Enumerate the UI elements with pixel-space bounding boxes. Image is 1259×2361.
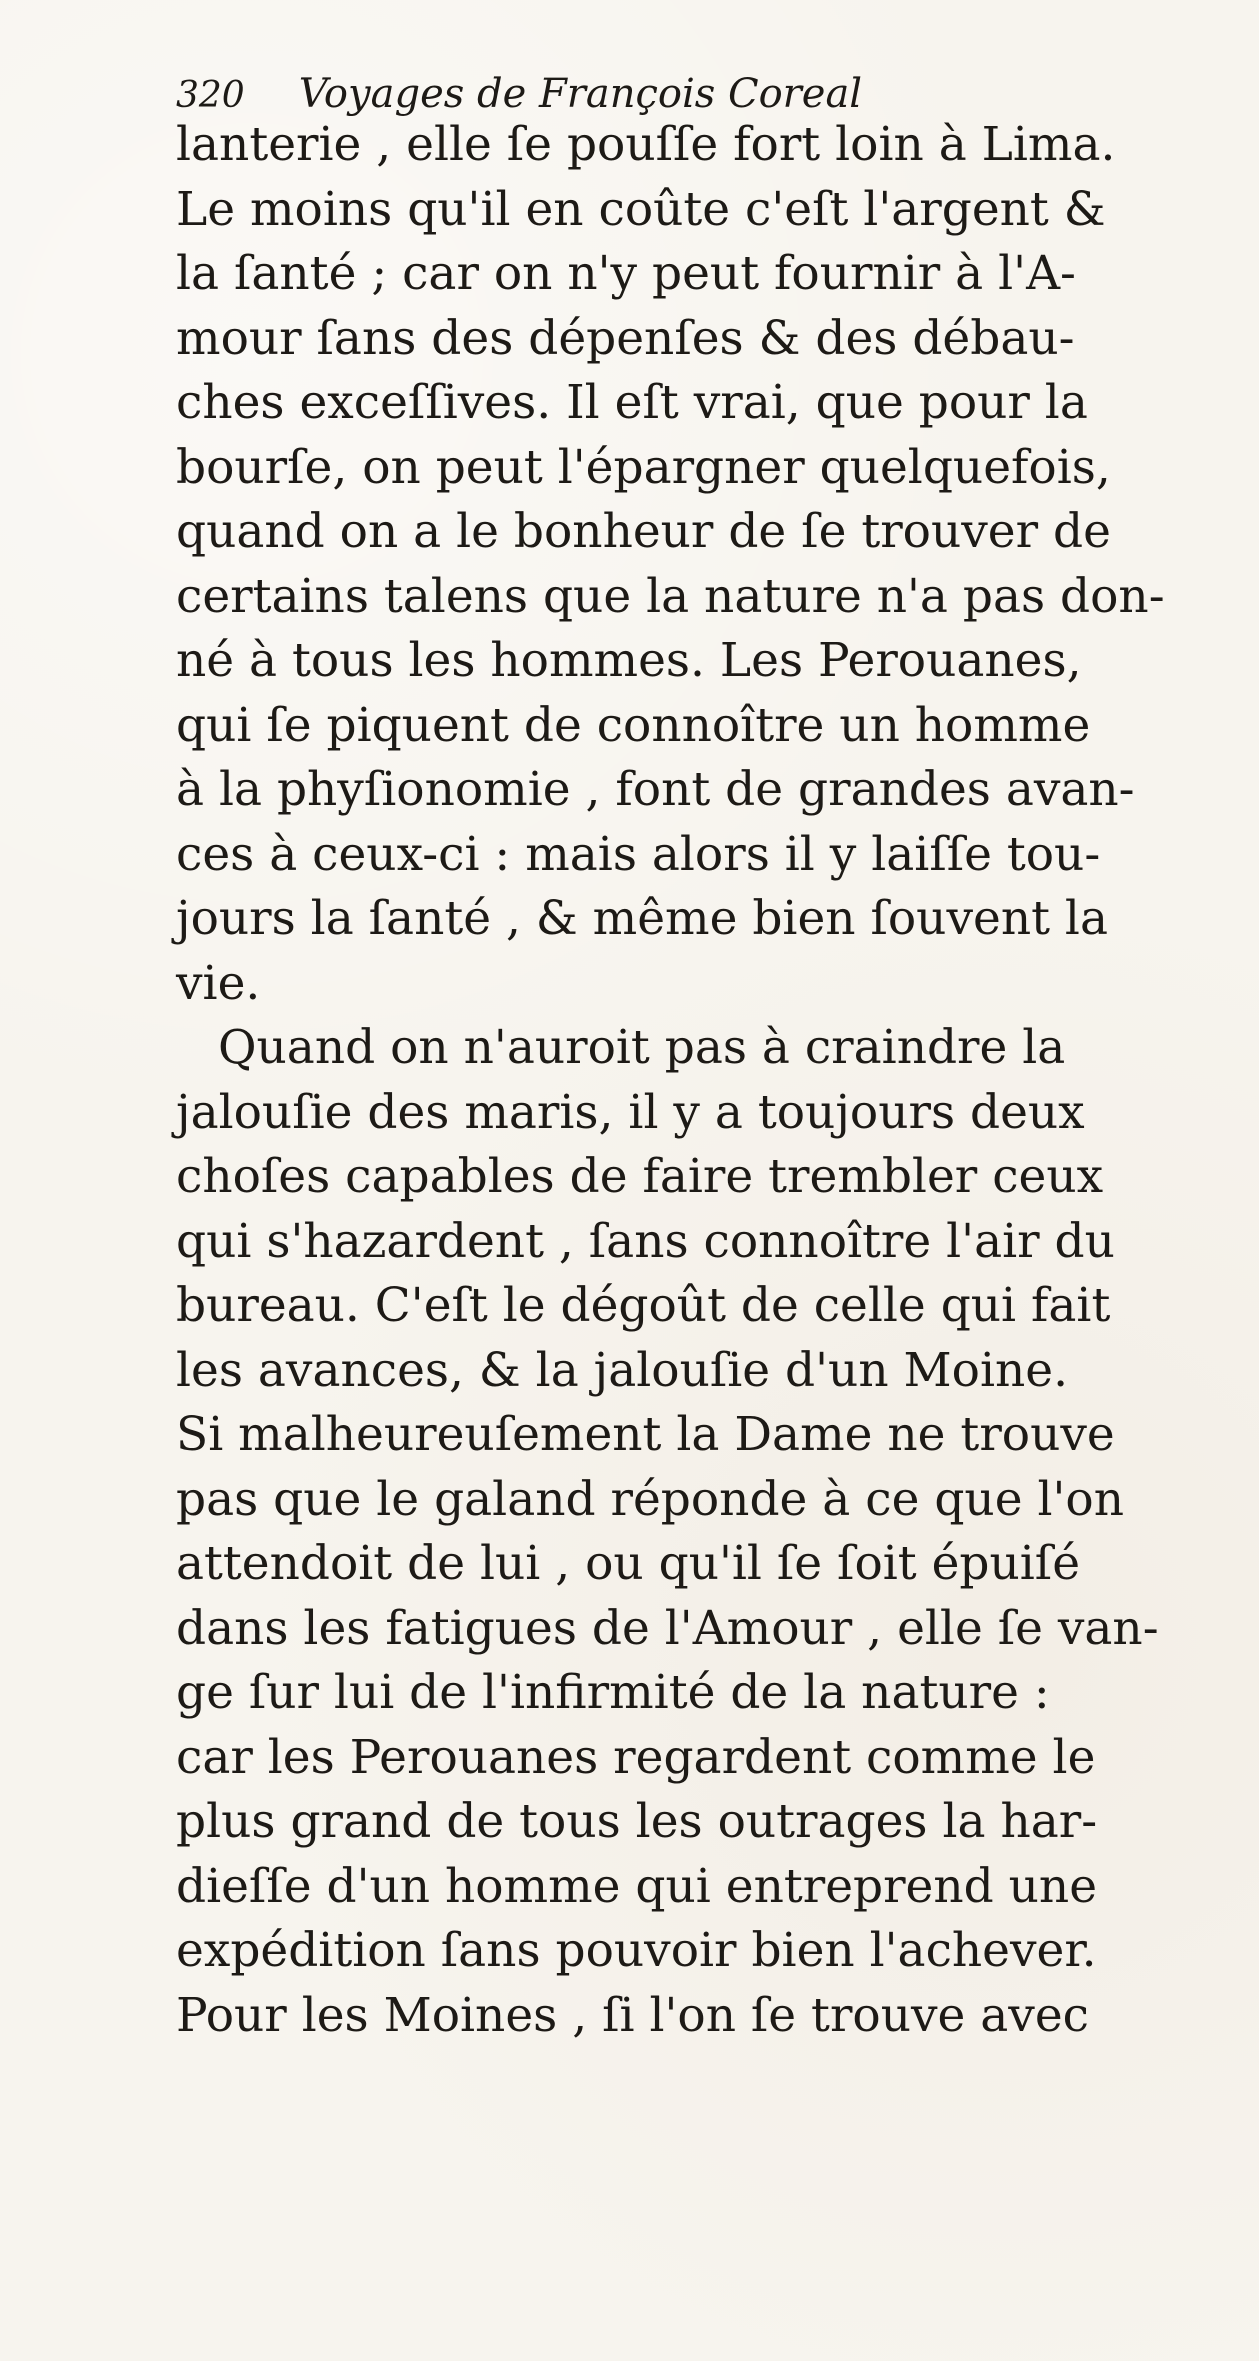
text-line: plus grand de tous les outrages la har- <box>176 1794 1098 1849</box>
text-line: lanterie , elle ſe pouſſe fort loin à Lima. <box>176 117 1116 172</box>
text-line: bourſe, on peut l'épargner quelquefois, <box>176 439 1111 495</box>
text-line: ches exceſſives. Il eſt vrai, que pour la <box>176 375 1088 430</box>
text-line: ces à ceux-ci : mais alors il y laiſſe tou- <box>176 826 1101 882</box>
text-line: Pour les Moines , ſi l'on ſe trouve avec <box>176 1987 1089 2043</box>
text-line: dieſſe d'un homme qui entreprend une <box>176 1858 1098 1914</box>
text-line: choſes capables de faire trembler ceux <box>176 1149 1104 1204</box>
running-title: Voyages de François Coreal <box>298 71 863 117</box>
text-line: Le moins qu'il en coûte c'eſt l'argent & <box>176 181 1106 237</box>
text-line: pas que le galand réponde à ce que l'on <box>176 1471 1124 1527</box>
page-number: 320 <box>176 75 245 116</box>
text-line: vie. <box>176 955 261 1011</box>
text-line: ge ſur lui de l'infirmité de la nature : <box>176 1665 1050 1720</box>
text-line: car les Perouanes regardent comme le <box>176 1729 1096 1785</box>
text-line: bureau. C'eſt le dégoût de celle qui fait <box>176 1278 1111 1333</box>
text-line: jalouſie des maris, il y a toujours deux <box>176 1084 1085 1140</box>
text-line: dans les fatigues de l'Amour , elle ſe van- <box>176 1600 1159 1656</box>
text-line: certains talens que la nature n'a pas don- <box>176 568 1165 624</box>
text-line: expédition ſans pouvoir bien l'achever. <box>176 1923 1097 1978</box>
text-line: la ſanté ; car on n'y peut fournir à l'A- <box>176 246 1076 301</box>
text-line: quand on a le bonheur de ſe trouver de <box>176 504 1111 559</box>
text-line: qui s'hazardent , ſans connoître l'air du <box>176 1213 1115 1269</box>
text-line: attendoit de lui , ou qu'il ſe ſoit épuiſé <box>176 1536 1081 1591</box>
text-line: mour ſans des dépenſes & des débau- <box>176 310 1075 366</box>
text-line: né à tous les hommes. Les Perouanes, <box>176 633 1082 688</box>
text-line: à la phyſionomie , font de grandes avan- <box>176 762 1135 817</box>
text-line: Si malheureuſement la Dame ne trouve <box>176 1407 1115 1462</box>
text-line: qui ſe piquent de connoître un homme <box>176 697 1091 753</box>
text-line: Quand on n'auroit pas à craindre la <box>218 1020 1066 1075</box>
text-line: jours la ſanté , & même bien ſouvent la <box>176 891 1108 946</box>
text-line: les avances, & la jalouſie d'un Moine. <box>176 1342 1069 1398</box>
body-text <box>176 113 1192 2048</box>
